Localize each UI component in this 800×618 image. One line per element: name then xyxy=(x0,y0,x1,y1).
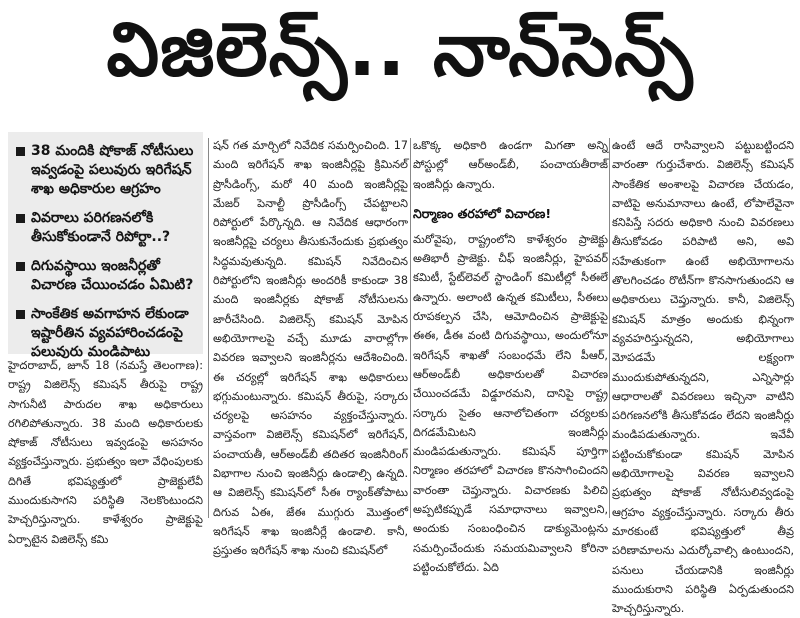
column-divider xyxy=(609,138,610,518)
highlight-point xyxy=(16,305,195,362)
article-column-1 xyxy=(8,356,203,546)
column-text: మరోవైపు, రాష్ట్రంలోని కాళేశ్వరం ప్రాజెక్టు అతిభారీ ప్రాజెక్టు. చీఫ్ ఇంజినీర్లు, హైపవర్ కమిటీ, స్టేట్‌లెవల్ స్టాండింగ్ కమిటీల్లో సీఈలే ఉన్నారు. అలాంటి ఉన్నత కమిటీలు, సీఈలు రూపకల్పన చేసి, ఆమోదించిన ప్రాజెక్టుపై ఈఈ, డీఈ వంటి దిగువస్థాయి, అందులోనూ ఇరిగేషన్ శాఖతో సంబంధమే లేని పీఆర్, ఆర్‌అండ్‌బీ అధికారులతో విచారణ చేయించడమే విడ్డూరమని, దానిపై రాష్ట్ర సర్కారు సైతం ఆనాలోచితంగా చర్యలకు దిగడమేమిటని ఇంజినీర్లు మండిపడుతున్నారు. కమిషన్ పూర్తిగా నిర్మాణం తరహాలో విచారణ కొనసాగించిందని వారంతా చెప్తున్నారు. విచారణకు పిలిచి అప్పటికప్పుడే సమాధానాలు ఇవ్వాలని, అందుకు సంబంధించిన డాక్యుమెంట్లను సమర్పించేందుకు సమయమివ్వాలని కోరినా పట్టించుకోలేదు. ఏది xyxy=(413,232,608,574)
bullet-square-icon xyxy=(16,310,25,319)
bullet-square-icon xyxy=(16,262,25,271)
column-text: ఉంటే ఆదే రాసివ్వాలని పట్టుబట్టిందని వారంతా గుర్తుచేశారు. విజిలెన్స్ కమిషన్ సాంకేతిక అంశాలపై విచారణ చేయడం, వాటిపై అనుమానాలు ఉంటే, లోపాలేవైనా కనిపిస్తే సదరు అధికారి నుంచి వివరణలు తీసుకోవడం పరిపాటి అని, అవి సహేతుకంగా ఉంటే అభియోగాలను తొలగించడం రొటీన్‌గా కొనసాగుతుందని ఆ అధికారులు చెప్తున్నారు. కానీ, విజిలెన్స్ కమిషన్ మాత్రం అందుకు భిన్నంగా వ్యవహరిస్తున్నదని, అభియోగాలు మోపడమే లక్ష్యంగా ముందుకుపోతున్నదని, ఎన్నిసార్లు ఆధారాలతో వివరణలు ఇచ్చినా వాటిని పరిగణనలోకి తీసుకోవడం లేదని ఇంజినీర్లు మండిపడుతున్నారు. ఇవేవీ పట్టించుకోకుండా కమిషన్ మోపిన అభియోగాలపై వివరణ ఇవ్వాలని ప్రభుత్వం షోకాజ్ నోటీసులివ్వడంపై ఆగ్రహం వ్యక్తంచేస్తున్నారు. సర్కారు తీరు మారకుంటే భవిష్యత్తులో తీవ్ర పరిణామాలను ఎదుర్కోవాల్సి ఉంటుందని, పనులు చేయడానికి ఇంజినీర్లు ముందుకురాని పరిస్థితి ఏర్పడుతుందని హెచ్చరిస్తున్నారు. xyxy=(612,139,794,616)
bullet-square-icon xyxy=(16,214,25,223)
bullet-square-icon xyxy=(16,147,25,156)
highlight-point xyxy=(16,209,195,247)
article-column-4 xyxy=(612,136,794,616)
column-divider xyxy=(208,138,209,518)
column-text: హైదరాబాద్, జూన్ 18 (నమస్తే తెలంగాణ): రాష్ట్ర విజిలెన్స్ కమిషన్ తీరుపై రాష్ట్ర సాగునీటి పారుదల శాఖ అధికారులు రగిలిపోతున్నారు. 38 మంది అధికారులకు షోకాజ్ నోటీసులు ఇవ్వడంపై అసహనం వ్యక్తంచేస్తున్నారు. ప్రభుత్వం ఇలా వేధింపులకు దిగితే భవిష్యత్తులో ప్రాజెక్టులేవీ ముందుకుసాగని పరిస్థితి నెలకొంటుందని హెచ్చరిస్తున్నారు. కాళేశ్వరం ప్రాజెక్టుపై ఏర్పాటైన విజిలెన్స్ కమి xyxy=(8,359,203,546)
highlights-box xyxy=(8,132,203,360)
column-text: షన్ గత మార్చిలో నివేదిక సమర్పించింది. 17 మంది ఇరిగేషన్ శాఖ ఇంజినీర్లపై క్రిమినల్ ప్రొసీడింగ్స్, మరో 40 మంది ఇంజినీర్లపై మేజర్ పెనాల్టీ ప్రొసీడింగ్స్ చేపట్టాలని రిపోర్టులో పేర్కొన్నది. ఆ నివేదిక ఆధారంగా ఇంజినీర్లపై చర్యలు తీసుకునేందుకు ప్రభుత్వం సిద్ధమవుతున్నది. కమిషన్ నివేదించిన రిపోర్టులోని ఇంజినీర్లు అందరికీ కాకుండా 38 మంది ఇంజినీర్లకు షోకాజ్ నోటీసులను జారీచేసింది. విజిలెన్స్ కమిషన్ మోపిన అభియోగాలపై వచ్చే మూడు వారాల్లోగా వివరణ ఇవ్వాలని ఇంజినీర్లను ఆదేశించింది. ఈ చర్యల్లో ఇరిగేషన్ శాఖ అధికారులు భగ్గుమంటున్నారు. కమిషన్ తీరుపై, సర్కారు చర్యలపై అసహనం వ్యక్తంచేస్తున్నారు. వాస్తవంగా విజిలెన్స్ కమిషన్‌లో ఇరిగేషన్, పంచాయతీ, ఆర్‌అండ్‌బీ తదితర ఇంజినీరింగ్ విభాగాల నుంచి ఇంజినీర్లు ఉండాల్సి ఉన్నది. ఆ విజిలెన్స్ కమిషన్‌లో సీఈ ర్యాంక్‌తోపాటు దిగువ ఏఈ, జేఈ ముగ్గురు మొత్తంలో ఇరిగేషన్ శాఖ ఇంజినీర్లే ఉండాలి. కానీ, ప్రస్తుతం ఇరిగేషన్ శాఖ నుంచి కమిషన్‌లో xyxy=(213,139,408,558)
column-text: ఒకొక్క అధికారి ఉండగా మిగతా అన్ని పోస్టుల్లో ఆర్‌అండ్‌బీ, పంచాయతీరాజ్ ఇంజినీర్లు ఉన్నారు. xyxy=(413,139,608,191)
highlight-point xyxy=(16,142,195,199)
column-divider xyxy=(410,138,411,518)
highlight-point xyxy=(16,257,195,295)
highlight-text: దిగువస్థాయి ఇంజనీర్లతో విచారణ చేయించడం ఏమిటి? xyxy=(31,258,194,293)
article-column-3 xyxy=(413,136,608,574)
highlight-text: సాంకేతిక అవగాహన లేకుండా ఇష్టారీతిన వ్యవహారించడంపై పలువురు మండిపాటు xyxy=(31,306,189,360)
headline: విజిలెన్స్.. నాన్‌సెన్స్ xyxy=(106,7,694,93)
highlight-text: వివరాలు పరిగణనలోకి తీసుకోకుండానే రిపోర్టా..? xyxy=(31,210,171,245)
section-subheading: నిర్మాణం తరహాలో విచారణ! xyxy=(413,205,552,221)
highlight-text: 38 మందికి షోకాజ్ నోటీసులు ఇవ్వడంపై పలువురు ఇరిగేషన్ శాఖ అధికారుల ఆగ్రహం xyxy=(31,143,194,197)
article-column-2 xyxy=(213,136,408,558)
